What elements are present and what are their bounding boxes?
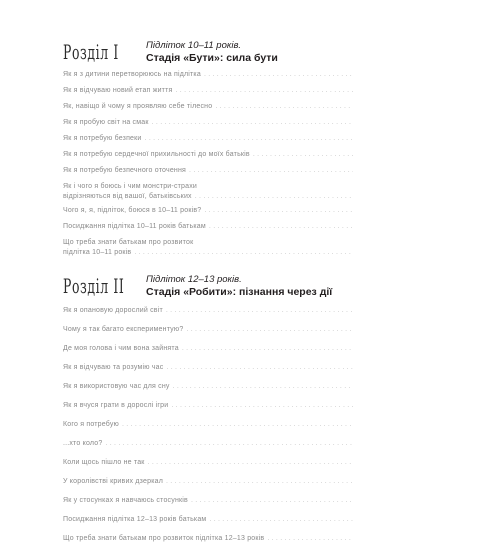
toc-entry-text: Як я відчуваю та розумію час <box>63 364 164 371</box>
toc-entry-text: Що треба знати батькам про розвиток підлітка 12–13 років <box>63 535 265 542</box>
toc-entry[interactable] <box>63 344 353 354</box>
toc-entry[interactable] <box>63 118 353 128</box>
toc-entry-text: Чому я так багато експериментую? <box>63 326 184 333</box>
toc-entry-text: Як у стосунках я навчаюсь стосунків <box>63 497 188 504</box>
toc-entry[interactable] <box>63 206 353 216</box>
toc-entry-text: підлітка 10–11 років <box>63 248 132 256</box>
chapter-1-label: Розділ I <box>63 40 119 64</box>
toc-entry[interactable] <box>63 86 353 96</box>
toc-entry-text: Кого я потребую <box>63 421 119 428</box>
toc-entry-text: Як, навіщо й чому я проявляю себе тілесно <box>63 103 213 110</box>
toc-entry[interactable] <box>63 325 353 335</box>
toc-leader-dots <box>173 382 353 392</box>
toc-entry-text: Як я потребую сердечної прихильності до моїх батьків <box>63 151 250 158</box>
toc-leader-dots <box>186 325 353 335</box>
toc-entry-text: Як я опановую дорослий світ <box>63 307 163 314</box>
toc-entry-text: Посиджання підлітка 12–13 років батькам <box>63 516 207 523</box>
toc-entry[interactable] <box>63 420 353 430</box>
toc-leader-dots <box>166 306 353 316</box>
toc-leader-dots <box>152 118 353 128</box>
toc-entry-text: Посиджання підлітка 10–11 років батькам <box>63 223 206 230</box>
toc-entry[interactable] <box>63 306 353 316</box>
toc-entry[interactable] <box>63 70 353 80</box>
chapter-1-heading <box>146 40 366 65</box>
toc-leader-dots <box>215 102 353 112</box>
toc-entry[interactable] <box>63 102 353 112</box>
toc-entry[interactable] <box>63 150 353 160</box>
toc-entry-text: ...хто коло? <box>63 440 103 447</box>
toc-entry[interactable] <box>63 401 353 411</box>
toc-entry[interactable] <box>63 439 353 449</box>
toc-leader-dots <box>253 150 353 160</box>
toc-leader-dots <box>209 222 353 232</box>
chapter-2-title: Стадія «Робити»: пізнання через дії <box>146 286 333 298</box>
toc-entry[interactable] <box>63 534 353 544</box>
toc-entry-text: Що треба знати батькам про розвиток <box>63 239 194 246</box>
toc-entry-text: Як і чого я боюсь і чим монстри-страхи <box>63 183 198 190</box>
toc-entry[interactable] <box>63 496 353 506</box>
toc-entry-text: Чого я, я, підліток, боюся в 10–11 років? <box>63 207 202 214</box>
toc-entry[interactable] <box>63 363 353 373</box>
toc-entry-text: Як я потребую безпечного оточення <box>63 167 187 174</box>
chapter-2-label: Розділ II <box>63 274 125 298</box>
toc-entry[interactable] <box>63 134 353 144</box>
toc-entry-text: Як я використовую час для сну <box>63 383 170 390</box>
toc-leader-dots <box>166 363 353 373</box>
toc-entry-text: Як я пробую світ на смак <box>63 119 149 126</box>
toc-entry-text: Коли щось пішло не так <box>63 459 145 466</box>
toc-entry[interactable] <box>63 182 353 201</box>
chapter-1-subtitle: Підліток 10–11 років. <box>146 40 242 51</box>
chapter-2-subtitle: Підліток 12–13 років. <box>146 274 242 285</box>
toc-leader-dots <box>204 206 353 216</box>
toc-leader-dots <box>189 166 353 176</box>
toc-leader-dots <box>191 496 353 506</box>
toc-entry-text: Як я з дитини перетворююсь на підлітка <box>63 71 201 78</box>
toc-leader-dots <box>148 458 353 468</box>
toc-leader-dots <box>134 248 353 258</box>
toc-entry-text: Як я відчуваю новий етап життя <box>63 87 173 94</box>
toc-leader-dots <box>145 134 353 144</box>
toc-entry[interactable] <box>63 477 353 487</box>
toc-leader-dots <box>209 515 353 525</box>
toc-entry[interactable] <box>63 166 353 176</box>
toc-entry[interactable] <box>63 238 353 257</box>
toc-entry[interactable] <box>63 515 353 525</box>
chapter-2-heading <box>146 274 366 299</box>
toc-leader-dots <box>267 534 353 544</box>
toc-entry-text: відрізняються від вашої, батьківських <box>63 192 192 200</box>
toc-leader-dots <box>195 192 353 202</box>
toc-entry[interactable] <box>63 382 353 392</box>
chapter-1-title: Стадія «Бути»: сила бути <box>146 52 278 64</box>
toc-entry[interactable] <box>63 458 353 468</box>
toc-leader-dots <box>166 477 353 487</box>
toc-leader-dots <box>122 420 353 430</box>
toc-leader-dots <box>176 86 354 96</box>
toc-entry[interactable] <box>63 222 353 232</box>
toc-entry-text: Як я вчуся грати в дорослі ігри <box>63 402 169 409</box>
toc-entry-text: Де моя голова і чим вона зайнята <box>63 345 179 352</box>
toc-leader-dots <box>171 401 353 411</box>
toc-entry-text: Як я потребую безпеки <box>63 135 142 142</box>
toc-leader-dots <box>182 344 353 354</box>
toc-leader-dots <box>105 439 353 449</box>
toc-leader-dots <box>204 70 353 80</box>
toc-entry-text: У королівстві кривих дзеркал <box>63 478 163 485</box>
